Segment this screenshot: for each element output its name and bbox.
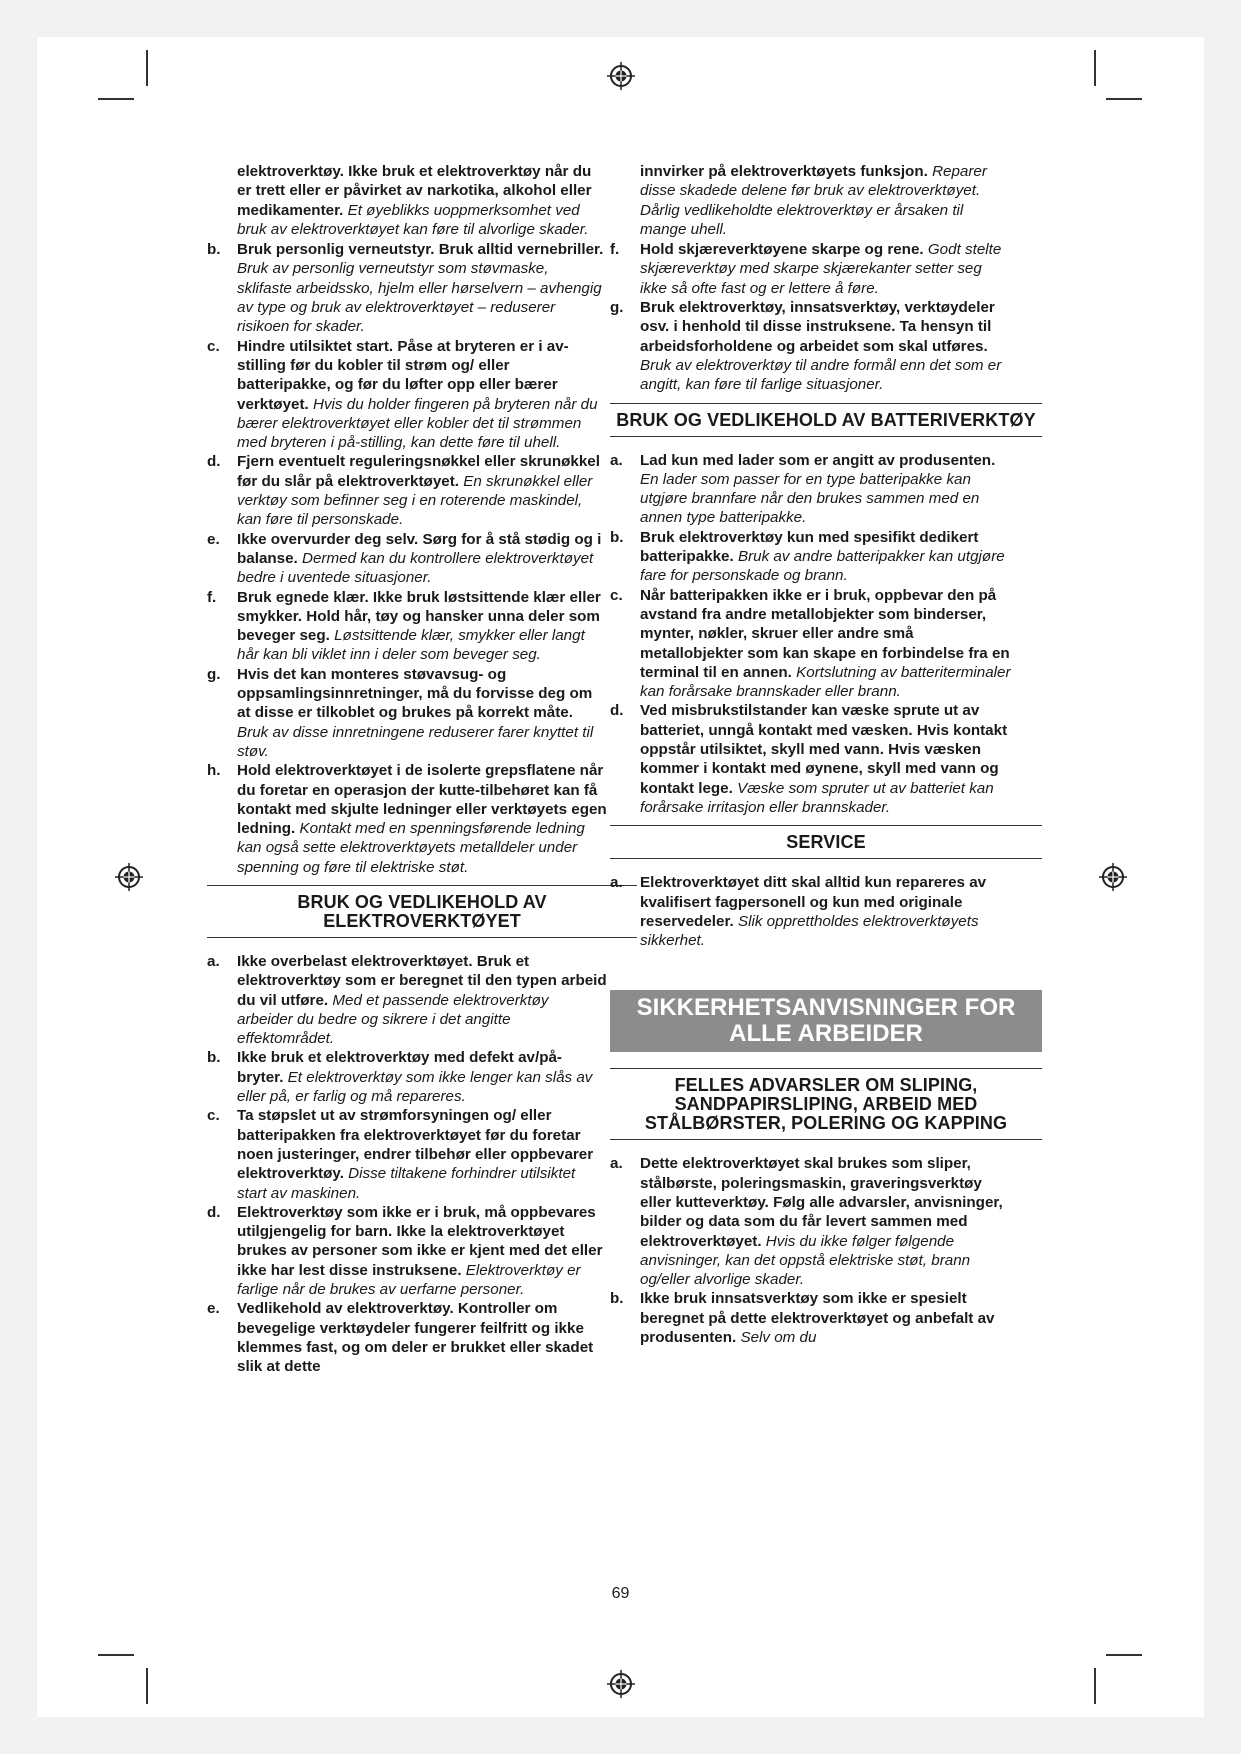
list-item-italic-text: Kontakt med en spenningsførende ledning kan også sette elektroverktøyets metalldeler under spenning og føre til elektriske støt. [237,820,585,876]
list-item-bold-text: Ikke overvurder deg selv. Sørg for å stå stødig og i balanse. [237,530,602,567]
list-item [610,240,1012,298]
list-item-italic-text: Slik opprettholdes elektroverktøyets sikkerhet. [640,912,979,950]
list-item-italic-text: Dermed kan du kontrollere elektroverktøyet bedre i uventede situasjoner. [237,549,594,587]
crop-mark-bottom-left-horizontal [98,1654,134,1656]
list-item-italic-text: Bruk av elektroverktøy til andre formål enn det som er angitt, kan føre til farlige situasjoner. [640,356,1002,394]
list-item-italic-text: Bruk av personlig verneutstyr som støvmaske, sklifaste arbeidssko, hjelm eller hørselvern – avhengig av type og bruk av elektroverktøyet – reduserer risikoen for skader. [237,260,602,336]
list-item-label: b. [207,1049,221,1067]
list-item-bold-text: Hold elektroverktøyet i de isolerte grepsflatene når du foretar en operasjon der kutte-tilbehøret kan få kontakt med skjulte ledninger eller verktøyets egen ledning. [237,762,607,838]
list-item-label: a. [207,952,220,970]
list-item-bold-text: Bruk egnede klær. Ikke bruk løstsittende klær eller smykker. Hold hår, tøy og hansker unna deler som beveger seg. [237,588,601,645]
left-list-a [207,240,607,877]
list-item-bold-text: Når batteripakken ikke er i bruk, oppbevar den på avstand fra andre metallobjekter som binderser, mynter, nøkler, skruer eller andre små metallobjekter som kan skape en forbindelse fra en terminal til en annen. [640,586,1010,681]
service-list [610,873,1012,950]
left-intro-italic: Et øyeblikks uoppmerksomhet ved bruk av elektroverktøyet kan føre til alvorlige skader. [237,201,589,238]
list-item-bold-text: Hold skjæreverktøyene skarpe og rene. [640,241,924,259]
list-item-italic-text: Med et passende elektroverktøy arbeider du bedre og sikrere i det angitte effektområdet. [237,991,549,1048]
list-item-label: d. [610,702,624,720]
list-item [207,1048,607,1106]
right-column [610,162,1036,1347]
list-item-italic-text: Et elektroverktøy som ikke lenger kan slås av eller på, er farlig og må repareres. [237,1068,593,1106]
list-item [207,1203,607,1299]
list-item-label: d. [207,1203,221,1221]
registration-mark-bottom-icon [606,1669,636,1699]
list-item-bold-text: Ikke bruk et elektroverktøy med defekt av/på-bryter. [237,1049,562,1086]
list-item [207,665,607,761]
right-list-a [610,240,1012,394]
list-item-label: f. [207,588,217,606]
section-heading-grinding: FELLES ADVARSLER OM SLIPING, SANDPAPIRSLIPING, ARBEID MED STÅLBØRSTER, POLERING OG KAPPING [610,1068,1042,1140]
list-item-bold-text: Ikke bruk innsatsverktøy som ikke er spesielt beregnet på dette elektroverktøyet og anbefalt av produsenten. [640,1290,995,1347]
list-item-label: b. [610,528,624,546]
list-item-bold-text: Hvis det kan monteres støvavsug- og oppsamlingsinnretninger, må du forvisse deg om at disse er tilkoblet og brukes på korrekt måte. [237,665,593,722]
left-column [207,162,607,1377]
section-heading-elektroverktoy: BRUK OG VEDLIKEHOLD AV ELEKTROVERKTØYET [207,885,637,938]
list-item-italic-text: Bruk av disse innretningene reduserer farer knyttet til støv. [237,723,594,760]
list-item-label: b. [610,1290,624,1308]
list-item-italic-text: Væske som spruter ut av batteriet kan forårsake irritasjon eller brannskader. [640,779,994,816]
crop-mark-bottom-right-vertical [1094,1668,1096,1704]
list-item [207,952,607,1048]
battery-list [610,451,1012,818]
right-intro-paragraph [640,162,1012,239]
list-item [610,701,1012,817]
list-item-label: e. [207,1300,220,1318]
list-item-italic-text: Godt stelte skjæreverktøy med skarpe skjærekanter setter seg ikke så ofte fast og er lettere å føre. [640,241,1002,297]
list-item-label: d. [207,453,221,471]
list-item-bold-text: Vedlikehold av elektroverktøy. Kontroller om bevegelige verktøydeler fungerer feilfritt og ikke klemmes fast, og om deler er brukket eller skadet slik at dette [237,1300,594,1376]
list-item [610,298,1012,394]
left-intro-bold: elektroverktøy. Ikke bruk et elektroverktøy når du er trett eller er påvirket av narkotika, alkohol eller medikamenter. [237,163,592,219]
registration-mark-top-icon [606,61,636,91]
left-list-b [207,952,607,1377]
crop-mark-bottom-left-vertical [146,1668,148,1704]
page-number: 69 [611,1585,630,1602]
list-item-bold-text: Ikke overbelast elektroverktøyet. Bruk et elektroverktøy som er beregnet til den typen arbeid du vil utføre. [237,952,607,1009]
list-item-italic-text: Elektroverktøy er farlige når de brukes av uerfarne personer. [237,1261,581,1299]
list-item-bold-text: Elektroverktøyet ditt skal alltid kun repareres av kvalifisert fagpersonell og kun med originale reservedeler. [640,874,987,930]
list-item [207,761,607,877]
list-item-label: c. [207,337,220,355]
list-item-bold-text: Bruk personlig verneutstyr. Bruk alltid vernebriller. [237,241,604,259]
list-item-label: g. [610,299,624,317]
list-item-italic-text: Løstsittende klær, smykker eller langt hår kan bli viklet inn i deler som beveger seg. [237,627,585,664]
list-item-label: e. [207,530,220,548]
list-item-label: a. [610,451,623,469]
list-item-italic-text: Disse tiltakene forhindrer utilsiktet start av maskinen. [237,1165,576,1202]
registration-mark-left-icon [114,862,144,892]
list-item-label: c. [207,1107,220,1125]
list-item-bold-text: Hindre utilsiktet start. Påse at bryteren er i av-stilling før du kobler til strøm og/ eller batteripakke, og før du løfter opp eller bærer verktøyet. [237,337,569,413]
section-heading-service: SERVICE [610,825,1042,859]
list-item [207,1106,607,1202]
list-item [207,1299,607,1376]
right-intro-italic: Reparer disse skadede delene før bruk av elektroverktøyet. Dårlig vedlikeholdte elektroverktøy er årsaken til mange uhell. [640,163,987,238]
list-item [610,1289,1012,1347]
list-item-label: g. [207,665,221,683]
list-item-bold-text: Elektroverktøy som ikke er i bruk, må oppbevares utilgjengelig for barn. Ikke la elektroverktøyet brukes av personer som ikke er kjent med det eller ikke har lest disse instruksene. [237,1203,603,1279]
list-item [207,240,607,336]
list-item-italic-text: Bruk av andre batteripakker kan utgjøre fare for personskade og brann. [640,548,1005,585]
crop-mark-bottom-right-horizontal [1106,1654,1142,1656]
list-item [610,451,1012,528]
list-item [610,873,1012,950]
crop-mark-top-left-vertical [146,50,148,86]
crop-mark-top-right-vertical [1094,50,1096,86]
list-item-italic-text: En skrunøkkel eller verktøy som befinner seg i en roterende maskindel, kan føre til personskade. [237,472,593,529]
list-item-bold-text: Lad kun med lader som er angitt av produsenten. [640,451,996,469]
list-item [610,586,1012,702]
section-heading-batteriverktoy: BRUK OG VEDLIKEHOLD AV BATTERIVERKTØY [610,403,1042,437]
list-item-bold-text: Bruk elektroverktøy kun med spesifikt dedikert batteripakke. [640,528,979,566]
list-item-italic-text: Kortslutning av batteriterminaler kan forårsake brannskader eller brann. [640,663,1011,701]
crop-mark-top-left-horizontal [98,98,134,100]
list-item-label: c. [610,586,623,604]
list-item-label: a. [610,874,623,892]
right-intro-bold: innvirker på elektroverktøyets funksjon. [640,163,928,180]
list-item [207,530,607,588]
list-item [610,1154,1012,1289]
list-item-label: b. [207,241,221,259]
list-item [610,528,1012,586]
grinding-list [610,1154,1012,1347]
list-item-label: h. [207,762,221,780]
list-item-bold-text: Fjern eventuelt reguleringsnøkkel eller skrunøkkel før du slår på elektroverktøyet. [237,453,600,490]
list-item-italic-text: Hvis du holder fingeren på bryteren når du bærer elektroverktøyet eller kobler det til strømmen med bryteren i på-stilling, kan dette føre til uhell. [237,395,598,452]
list-item [207,452,607,529]
list-item [207,588,607,665]
list-item-label: a. [610,1155,623,1173]
list-item-bold-text: Ved misbrukstilstander kan væske sprute ut av batteriet, unngå kontakt med væsken. Hvis kontakt oppstår utilsiktet, skyll med vann. Hvis væsken kommer i kontakt med øynene, skyll med vann og kontakt lege. [640,702,1008,797]
list-item-bold-text: Ta støpslet ut av strømforsyningen og/ eller batteripakken fra elektroverktøyet før du foretar noen justeringer, endrer tilbehør eller oppbevarer elektroverktøy. [237,1107,594,1183]
registration-mark-right-icon [1098,862,1128,892]
list-item-italic-text: Hvis du ikke følger følgende anvisninger, kan det oppstå elektriske støt, brann og/eller alvorlige skader. [640,1232,971,1289]
list-item-italic-text: Selv om du [740,1329,817,1347]
list-item-bold-text: Bruk elektroverktøy, innsatsverktøy, verktøydeler osv. i henhold til disse instruksene. Ta hensyn til arbeidsforholdene og arbeidet som skal utføres. [640,299,995,355]
list-item-italic-text: En lader som passer for en type batteripakke kan utgjøre brannfare når den brukes sammen med en annen type batteripakke. [640,470,980,527]
list-item-label: f. [610,241,620,259]
list-item [207,337,607,453]
list-item-bold-text: Dette elektroverktøyet skal brukes som sliper, stålbørste, poleringsmaskin, graveringsverktøy eller kutteverktøy. Følg alle advarsler, anvisninger, bilder og data som du får levert sammen med elektroverktøyet. [640,1155,1003,1250]
crop-mark-top-right-horizontal [1106,98,1142,100]
safety-banner: SIKKERHETSANVISNINGER FOR ALLE ARBEIDER [610,990,1042,1052]
left-intro-paragraph [237,162,607,239]
